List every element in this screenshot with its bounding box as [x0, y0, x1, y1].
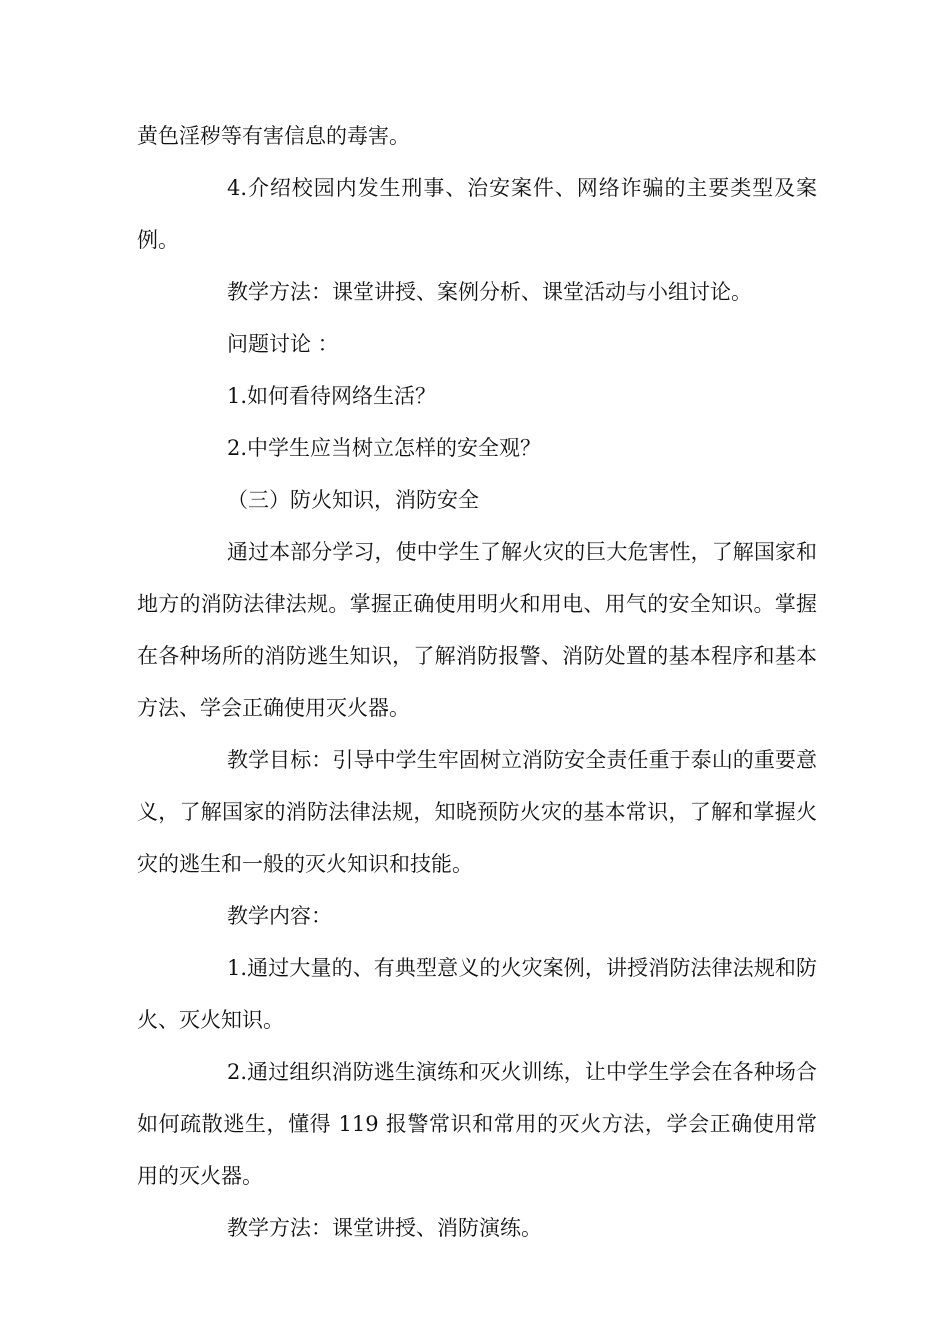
paragraph-discussion-heading: 问题讨论 ： — [227, 332, 339, 356]
paragraph-section-intro: 通过本部分学习，使中学生了解火灾的巨大危害性，了解国家和地方的消防法律法规。掌握正确使用明火和用电、用气的安全知识。掌握在各种场所的消防逃生知识，了解消防报警、消防处置的基本程序和基本方法、学会正确使用灭火器。 — [137, 540, 817, 720]
paragraph-continuation: 黄色淫秽等有害信息的毒害。 — [137, 124, 410, 148]
paragraph-content-item-1: 1.通过大量的、有典型意义的火灾案例，讲授消防法律法规和防火、灭火知识。 — [137, 956, 817, 1032]
paragraph-teaching-methods: 教学方法：课堂讲授、案例分析、课堂活动与小组讨论。 — [227, 280, 752, 304]
document-body — [137, 110, 817, 1254]
paragraph-teaching-goals: 教学目标：引导中学生牢固树立消防安全责任重于泰山的重要意义，了解国家的消防法律法规，知晓预防火灾的基本常识，了解和掌握火灾的逃生和一般的灭火知识和技能。 — [137, 748, 817, 876]
paragraph-content-item-2: 2.通过组织消防逃生演练和灭火训练，让中学生学会在各种场合如何疏散逃生，懂得 119 报警常识和常用的灭火方法，学会正确使用常用的灭火器。 — [137, 1060, 817, 1188]
paragraph-question-2: 2.中学生应当树立怎样的安全观？ — [227, 436, 542, 460]
paragraph-question-1: 1.如何看待网络生活？ — [227, 384, 437, 408]
section-heading-fire-safety: （三）防火知识，消防安全 — [227, 488, 479, 512]
paragraph-item-4: 4.介绍校园内发生刑事、治安案件、网络诈骗的主要类型及案例。 — [137, 176, 817, 252]
paragraph-teaching-methods-2: 教学方法：课堂讲授、消防演练。 — [227, 1216, 542, 1240]
paragraph-teaching-content-heading: 教学内容： — [227, 904, 332, 928]
